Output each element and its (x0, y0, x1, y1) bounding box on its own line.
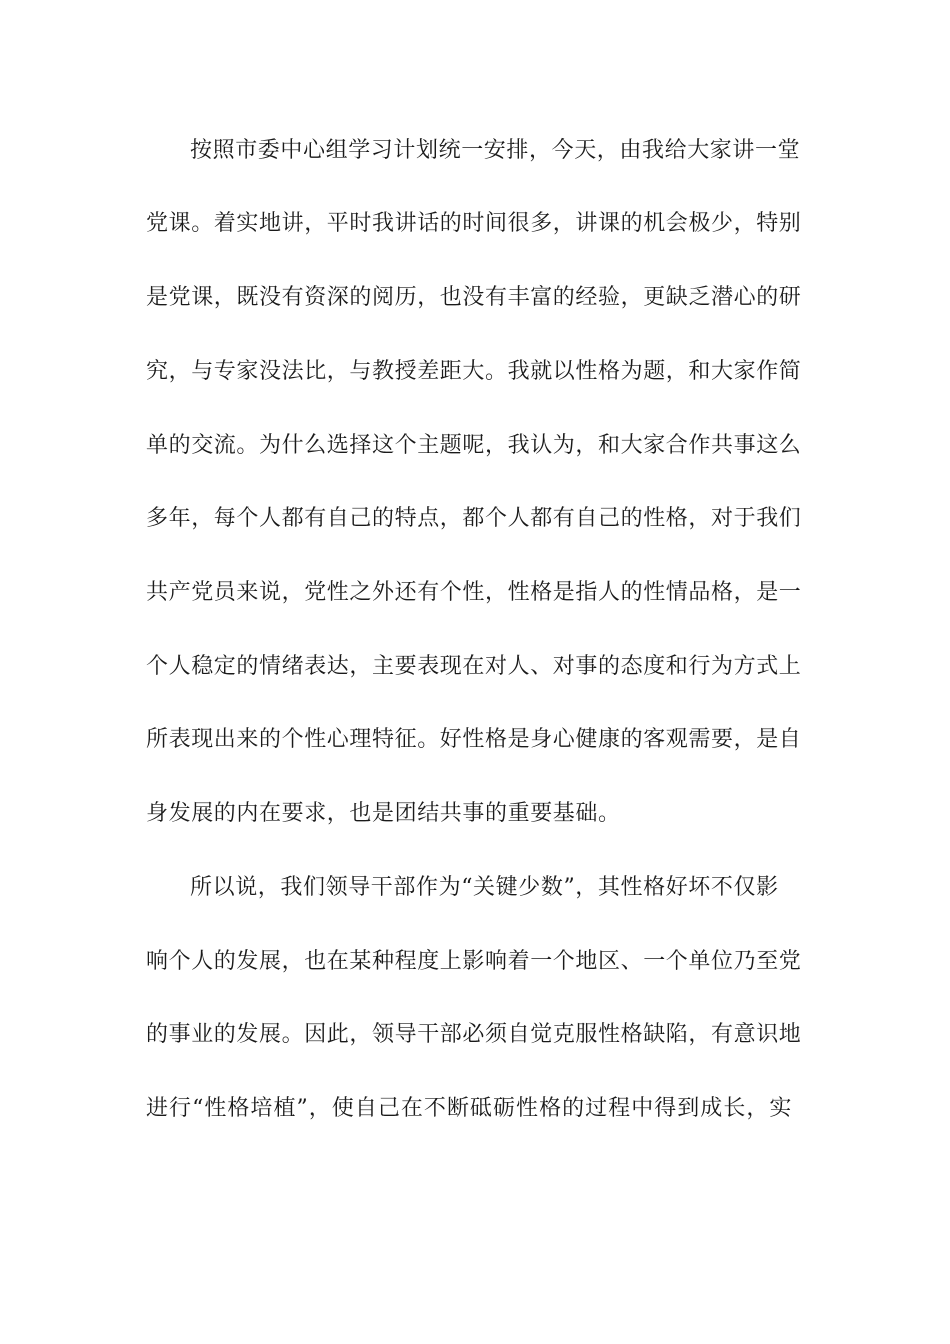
paragraph-1-line-7: 共产党员来说，党性之外还有个性，性格是指人的性情品格，是一 (146, 580, 802, 605)
paragraph-1-line-10: 身发展的内在要求，也是团结共事的重要基础。 (146, 801, 621, 826)
paragraph-1-line-4: 究，与专家没法比，与教授差距大。我就以性格为题，和大家作简 (146, 359, 802, 384)
paragraph-1-line-1: 按照市委中心组学习计划统一安排，今天，由我给大家讲一堂 (190, 138, 801, 163)
paragraph-2-line-1: 所以说，我们领导干部作为“关键少数”，其性格好坏不仅影 (190, 875, 779, 900)
paragraph-1-line-9: 所表现出来的个性心理特征。好性格是身心健康的客观需要，是自 (146, 727, 802, 752)
paragraph-1-line-2: 党课。着实地讲，平时我讲话的时间很多，讲课的机会极少，特别 (146, 211, 802, 236)
paragraph-2-line-4: 进行“性格培植”，使自己在不断砥砺性格的过程中得到成长，实 (146, 1096, 792, 1121)
paragraph-1-line-3: 是党课，既没有资深的阅历，也没有丰富的经验，更缺乏潜心的研 (146, 285, 802, 310)
paragraph-2-line-3: 的事业的发展。因此，领导干部必须自觉克服性格缺陷，有意识地 (146, 1022, 802, 1047)
paragraph-1-line-8: 个人稳定的情绪表达，主要表现在对人、对事的态度和行为方式上 (146, 654, 802, 679)
paragraph-1-line-5: 单的交流。为什么选择这个主题呢，我认为，和大家合作共事这么 (146, 433, 802, 458)
paragraph-1-line-6: 多年，每个人都有自己的特点，都个人都有自己的性格，对于我们 (146, 506, 802, 531)
paragraph-2-line-2: 响个人的发展，也在某种程度上影响着一个地区、一个单位乃至党 (146, 949, 802, 974)
